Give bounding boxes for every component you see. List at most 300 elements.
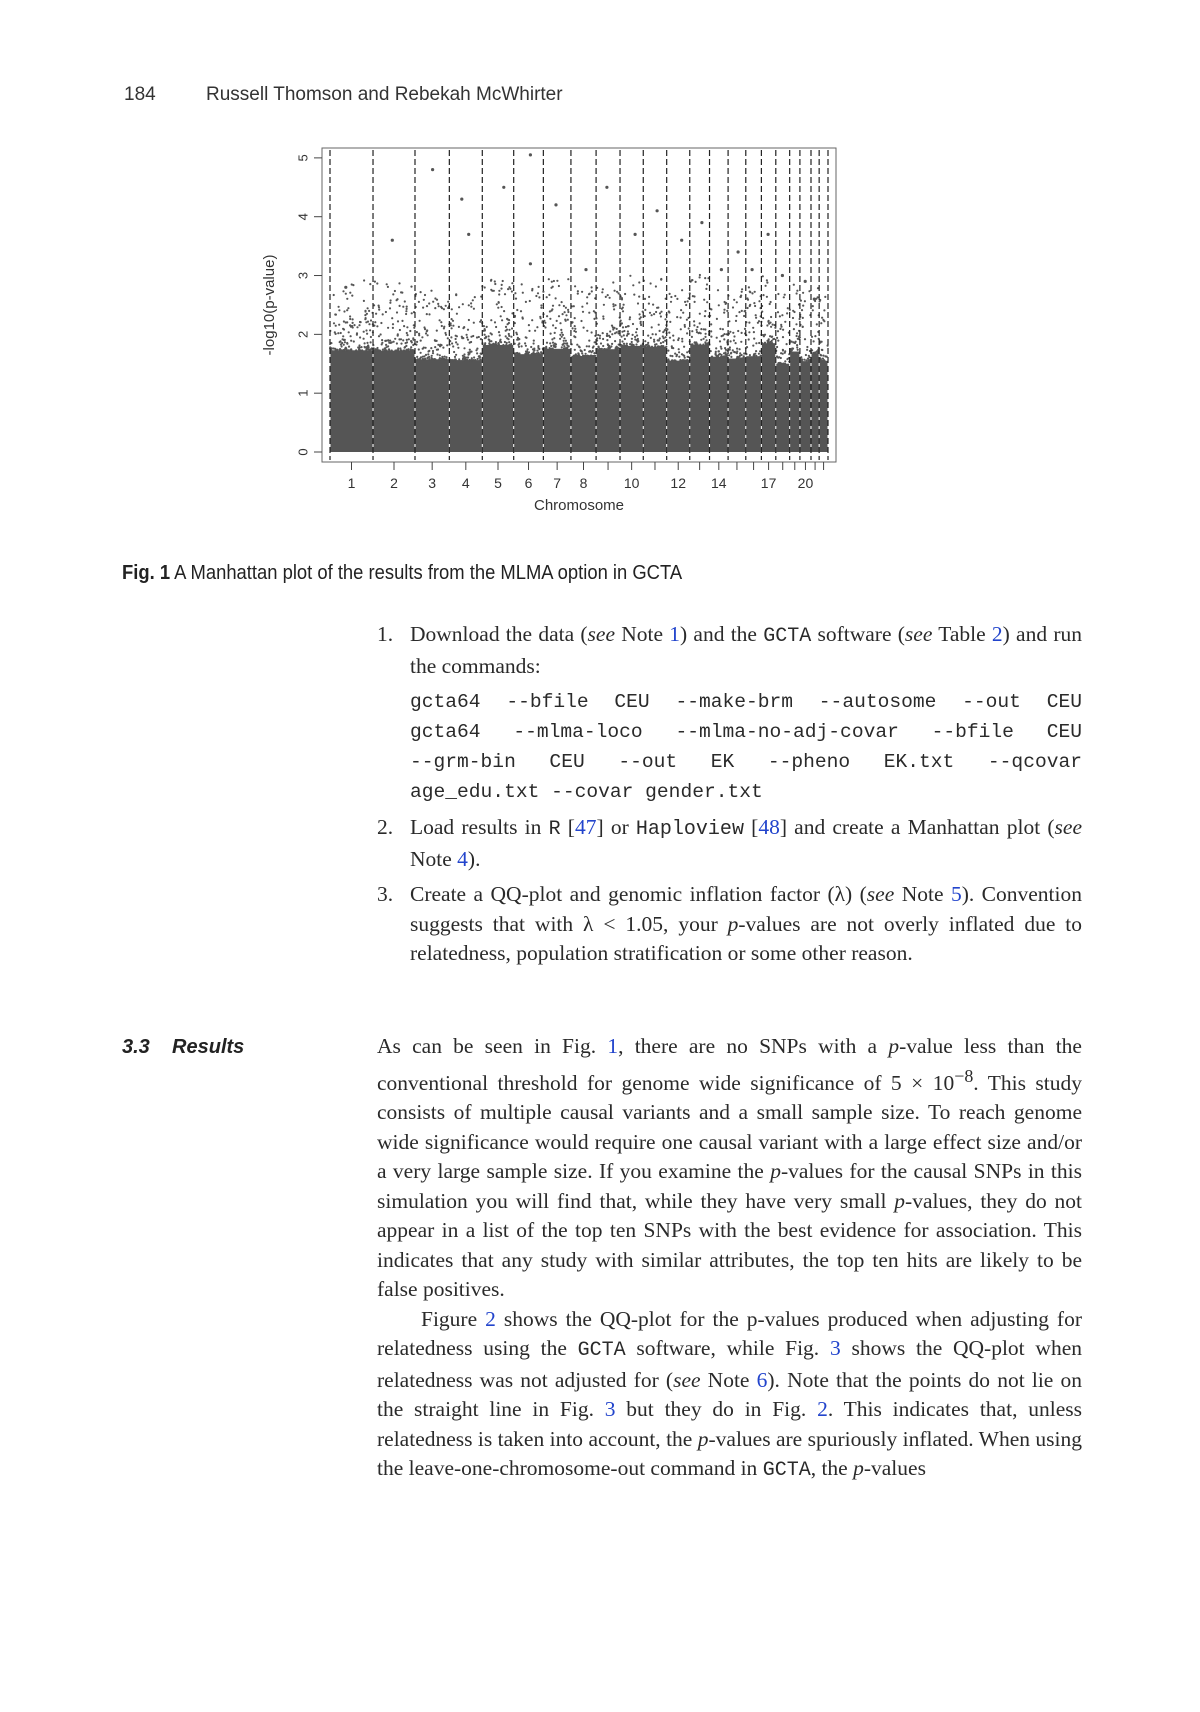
snp-point: [633, 294, 635, 296]
snp-point: [439, 354, 441, 356]
snp-point: [469, 349, 471, 351]
figure-link[interactable]: 1: [607, 1034, 619, 1058]
snp-point: [615, 331, 617, 333]
snp-point: [406, 332, 408, 334]
snp-point: [445, 356, 447, 358]
snp-point: [360, 346, 362, 348]
snp-point: [784, 363, 786, 365]
snp-point: [644, 298, 646, 300]
snp-point: [605, 348, 607, 350]
snp-point: [822, 319, 824, 321]
snp-point: [754, 291, 756, 293]
snp-point: [779, 328, 781, 330]
snp-point: [537, 353, 539, 355]
snp-point: [392, 293, 394, 295]
snp-point: [375, 313, 377, 315]
snp-point: [333, 294, 335, 296]
snp-point: [530, 346, 532, 348]
snp-point: [686, 332, 688, 334]
snp-point: [588, 340, 590, 342]
snp-point: [409, 330, 411, 332]
snp-point: [611, 333, 613, 335]
snp-point: [516, 339, 518, 341]
snp-point: [401, 320, 403, 322]
x-tick-label: 6: [524, 475, 533, 491]
snp-point: [755, 317, 757, 319]
chromosome-band: [812, 353, 819, 452]
snp-point: [494, 280, 496, 282]
snp-point: [721, 356, 723, 358]
snp-point: [560, 329, 562, 331]
snp-point: [341, 342, 343, 344]
snp-point: [444, 356, 446, 358]
snp-point: [722, 328, 724, 330]
snp-point: [573, 335, 575, 337]
command-block: [410, 687, 1082, 807]
snp-point: [406, 326, 408, 328]
snp-point: [602, 345, 604, 347]
snp-point: [536, 326, 538, 328]
snp-point: [380, 333, 382, 335]
snp-point: [626, 335, 628, 337]
snp-point: [718, 350, 720, 352]
snp-point: [396, 342, 398, 344]
snp-point: [622, 326, 624, 328]
snp-point: [466, 334, 468, 336]
snp-point: [602, 315, 604, 317]
snp-point: [723, 333, 725, 335]
snp-point: [544, 322, 546, 324]
snp-point: [768, 323, 770, 325]
snp-point: [777, 293, 779, 295]
snp-point: [799, 318, 801, 320]
snp-point: [338, 309, 340, 311]
snp-point: [635, 331, 637, 333]
snp-point: [783, 296, 785, 298]
snp-point: [498, 302, 500, 304]
snp-point: [463, 326, 465, 328]
y-tick-label: 5: [295, 154, 311, 162]
snp-point: [802, 292, 804, 294]
snp-point: [580, 349, 582, 351]
snp-point: [565, 340, 567, 342]
snp-point: [363, 300, 365, 302]
snp-point: [585, 353, 587, 355]
citation-link[interactable]: 48: [758, 815, 780, 839]
snp-point: [561, 346, 563, 348]
figure-link[interactable]: 2: [817, 1397, 828, 1422]
snp-point: [456, 335, 458, 337]
snp-point: [799, 336, 801, 338]
snp-point: [333, 322, 335, 324]
citation-link[interactable]: 47: [574, 815, 597, 839]
snp-point: [814, 335, 816, 337]
snp-point: [795, 323, 797, 325]
snp-point: [602, 332, 604, 334]
snp-point: [538, 286, 540, 288]
snp-point: [498, 293, 500, 295]
snp-point: [392, 323, 394, 325]
snp-point: [384, 340, 386, 342]
snp-point: [699, 322, 701, 324]
snp-point: [769, 303, 771, 305]
snp-point: [525, 345, 527, 347]
snp-point: [427, 353, 429, 355]
snp-point: [427, 357, 429, 359]
snp-point: [618, 332, 620, 334]
note-link[interactable]: 4: [457, 846, 468, 871]
snp-point: [586, 330, 588, 332]
snp-point: [441, 358, 443, 360]
snp-point: [692, 295, 694, 297]
snp-point: [516, 309, 518, 311]
snp-point: [694, 301, 696, 303]
snp-point: [403, 325, 405, 327]
snp-point: [774, 327, 776, 329]
snp-point: [566, 344, 568, 346]
snp-point: [736, 301, 738, 303]
snp-point: [777, 311, 779, 313]
snp-point: [467, 354, 469, 356]
snp-point: [816, 323, 818, 325]
snp-point: [364, 318, 366, 320]
snp-point: [346, 309, 348, 311]
snp-point: [808, 355, 810, 357]
snp-point: [771, 336, 773, 338]
snp-point: [676, 316, 678, 318]
snp-point: [758, 300, 760, 302]
snp-point: [680, 317, 682, 319]
snp-point: [546, 315, 548, 317]
snp-point: [359, 336, 361, 338]
snp-point: [632, 284, 634, 286]
snp-point: [684, 301, 686, 303]
snp-point: [501, 319, 503, 321]
snp-point: [579, 346, 581, 348]
snp-point: [517, 344, 519, 346]
snp-point: [563, 345, 565, 347]
snp-point: [450, 324, 452, 326]
snp-point: [498, 342, 500, 344]
x-axis-label: Chromosome: [533, 497, 625, 514]
snp-point: [664, 330, 666, 332]
snp-point: [440, 321, 442, 323]
snp-point: [586, 355, 588, 357]
snp-point: [800, 356, 802, 358]
snp-point: [368, 323, 370, 325]
note-link[interactable]: 1: [669, 622, 681, 646]
snp-point: [591, 290, 593, 292]
snp-point: [694, 341, 696, 343]
snp-point: [732, 332, 734, 334]
snp-point: [400, 350, 402, 352]
snp-point: [438, 305, 440, 307]
snp-point: [367, 346, 369, 348]
snp-point: [589, 293, 591, 295]
snp-point: [600, 342, 602, 344]
snp-point: [380, 322, 382, 324]
snp-point: [350, 335, 352, 337]
snp-point: [659, 312, 661, 314]
snp-point: [533, 340, 535, 342]
snp-point: [488, 335, 490, 337]
snp-point: [607, 344, 609, 346]
snp-point: [608, 335, 610, 337]
snp-point: [341, 349, 343, 351]
snp-point: [822, 360, 824, 362]
snp-point: [452, 359, 454, 361]
snp-point: [420, 356, 422, 358]
snp-point: [559, 322, 561, 324]
snp-point: [793, 328, 795, 330]
snp-point: [352, 318, 354, 320]
snp-point: [552, 286, 554, 288]
snp-point: [733, 339, 735, 341]
snp-point: [479, 359, 481, 361]
snp-point: [606, 339, 608, 341]
snp-point: [672, 347, 674, 349]
snp-point: [631, 338, 633, 340]
snp-point: [674, 295, 676, 297]
y-tick-label: 0: [295, 448, 311, 456]
snp-point: [821, 349, 823, 351]
snp-point: [423, 355, 425, 357]
figure-link[interactable]: 3: [604, 1397, 616, 1422]
snp-point: [706, 301, 708, 303]
snp-point: [464, 359, 466, 361]
snp-point: [822, 355, 824, 357]
snp-point: [428, 302, 430, 304]
snp-point: [700, 328, 702, 330]
snp-point: [705, 288, 707, 290]
snp-point: [511, 327, 513, 329]
snp-point: [345, 321, 347, 323]
snp-point: [451, 342, 453, 344]
snp-point: [755, 342, 757, 344]
snp-point: [824, 296, 826, 298]
snp-point: [627, 330, 629, 332]
snp-point: [736, 350, 738, 352]
snp-point: [566, 342, 568, 344]
snp-point: [777, 340, 779, 342]
snp-point: [650, 282, 652, 284]
snp-point: [472, 335, 474, 337]
snp-point: [420, 352, 422, 354]
snp-point: [640, 345, 642, 347]
snp-point: [801, 309, 803, 311]
snp-point: [505, 330, 507, 332]
snp-point: [720, 348, 722, 350]
snp-point: [550, 345, 552, 347]
snp-point: [632, 323, 634, 325]
snp-point: [514, 292, 516, 294]
snp-point: [423, 326, 425, 328]
snp-point: [621, 336, 623, 338]
snp-point: [455, 354, 457, 356]
procedure-list: [377, 620, 1082, 975]
note-link[interactable]: 6: [756, 1367, 768, 1392]
snp-point: [721, 335, 723, 337]
snp-point: [405, 313, 407, 315]
snp-point: [581, 352, 583, 354]
snp-point: [640, 324, 642, 326]
snp-point: [602, 288, 604, 290]
snp-point: [559, 338, 561, 340]
snp-point: [780, 352, 782, 354]
list-item: 1. Download the data (see Note 1) and the GCTA software (see Table 2) and run the commands: gcta64 --bfile CEU --make-brm --autosome --out CEU gcta64 --mlma-loco --mlma-no-adj-covar --bfile CEU --grm-bin CEU --out EK --pheno EK.txt --qcovar age_edu.txt --covar gender.txt: [377, 620, 1082, 807]
snp-point: [554, 332, 556, 334]
snp-point: [572, 327, 574, 329]
chromosome-band: [514, 354, 543, 452]
snp-point: [684, 326, 686, 328]
snp-point: [337, 332, 339, 334]
snp-point: [571, 321, 573, 323]
snp-point: [478, 355, 480, 357]
x-tick-label: 3: [428, 475, 437, 491]
snp-point: [726, 333, 728, 335]
snp-point: [552, 305, 554, 307]
figure-link[interactable]: 2: [485, 1306, 496, 1331]
snp-point: [782, 336, 784, 338]
snp-point: [388, 340, 390, 342]
manhattan-plot: [260, 140, 840, 550]
snp-point: [367, 307, 369, 309]
snp-point: [405, 342, 407, 344]
snp-point: [502, 280, 504, 282]
snp-point: [814, 351, 816, 353]
snp-point: [780, 324, 782, 326]
snp-point: [614, 304, 616, 306]
snp-point: [646, 346, 648, 348]
snp-point: [477, 358, 479, 360]
snp-point: [706, 339, 708, 341]
snp-point: [817, 352, 819, 354]
snp-point: [551, 338, 553, 340]
snp-point: [444, 332, 446, 334]
snp-point: [710, 330, 712, 332]
snp-point: [725, 302, 727, 304]
snp-point: [715, 347, 717, 349]
snp-point: [690, 344, 692, 346]
snp-point: [562, 334, 564, 336]
snp-point: [675, 355, 677, 357]
snp-point: [766, 324, 768, 326]
snp-point: [636, 334, 638, 336]
snp-point: [531, 319, 533, 321]
snp-point: [615, 348, 617, 350]
snp-point: [715, 351, 717, 353]
snp-point: [381, 339, 383, 341]
snp-point: [484, 334, 486, 336]
snp-point: [622, 310, 624, 312]
snp-point: [634, 233, 637, 236]
snp-point: [489, 344, 491, 346]
snp-point: [741, 291, 743, 293]
snp-point: [696, 326, 698, 328]
chromosome-band: [374, 351, 415, 452]
snp-point: [406, 339, 408, 341]
snp-point: [678, 337, 680, 339]
snp-point: [346, 298, 348, 300]
snp-point: [749, 291, 751, 293]
snp-point: [636, 328, 638, 330]
snp-point: [639, 313, 641, 315]
snp-point: [343, 328, 345, 330]
snp-point: [577, 290, 579, 292]
snp-point: [504, 341, 506, 343]
snp-point: [498, 331, 500, 333]
snp-point: [716, 355, 718, 357]
chromosome-band: [597, 349, 620, 452]
snp-point: [561, 332, 563, 334]
snp-point: [786, 343, 788, 345]
snp-point: [732, 306, 734, 308]
snp-point: [766, 279, 768, 281]
snp-point: [521, 345, 523, 347]
snp-point: [618, 330, 620, 332]
snp-point: [749, 305, 751, 307]
snp-point: [603, 304, 605, 306]
snp-point: [446, 344, 448, 346]
snp-point: [405, 349, 407, 351]
snp-point: [749, 354, 751, 356]
snp-point: [791, 341, 793, 343]
snp-point: [739, 348, 741, 350]
snp-point: [670, 301, 672, 303]
running-title: Russell Thomson and Rebekah McWhirter: [206, 84, 563, 105]
snp-point: [678, 351, 680, 353]
snp-point: [411, 312, 413, 314]
snp-point: [609, 297, 611, 299]
snp-point: [353, 324, 355, 326]
snp-point: [584, 349, 586, 351]
snp-point: [537, 292, 539, 294]
figure-link[interactable]: 3: [829, 1336, 841, 1361]
note-link[interactable]: 5: [950, 882, 962, 906]
snp-point: [782, 349, 784, 351]
chromosome-band: [415, 359, 448, 452]
snp-point: [350, 340, 352, 342]
snp-point: [555, 327, 557, 329]
snp-point: [621, 297, 623, 299]
snp-point: [736, 348, 738, 350]
snp-point: [397, 333, 399, 335]
snp-point: [564, 311, 566, 313]
snp-point: [647, 342, 649, 344]
snp-point: [801, 360, 803, 362]
table-link[interactable]: 2: [991, 622, 1003, 646]
snp-point: [758, 342, 760, 344]
snp-point: [388, 349, 390, 351]
snp-point: [394, 290, 396, 292]
snp-point: [379, 350, 381, 352]
snp-point: [628, 325, 630, 327]
snp-point: [525, 301, 527, 303]
snp-point: [411, 341, 413, 343]
snp-point: [753, 338, 755, 340]
snp-point: [590, 351, 592, 353]
snp-point: [490, 319, 492, 321]
snp-point: [345, 293, 347, 295]
snp-point: [653, 341, 655, 343]
snp-point: [408, 338, 410, 340]
chromosome-band: [571, 356, 595, 452]
x-tick-label: 5: [494, 475, 502, 491]
snp-point: [733, 335, 735, 337]
snp-point: [796, 346, 798, 348]
snp-point: [563, 337, 565, 339]
snp-point: [529, 262, 532, 265]
